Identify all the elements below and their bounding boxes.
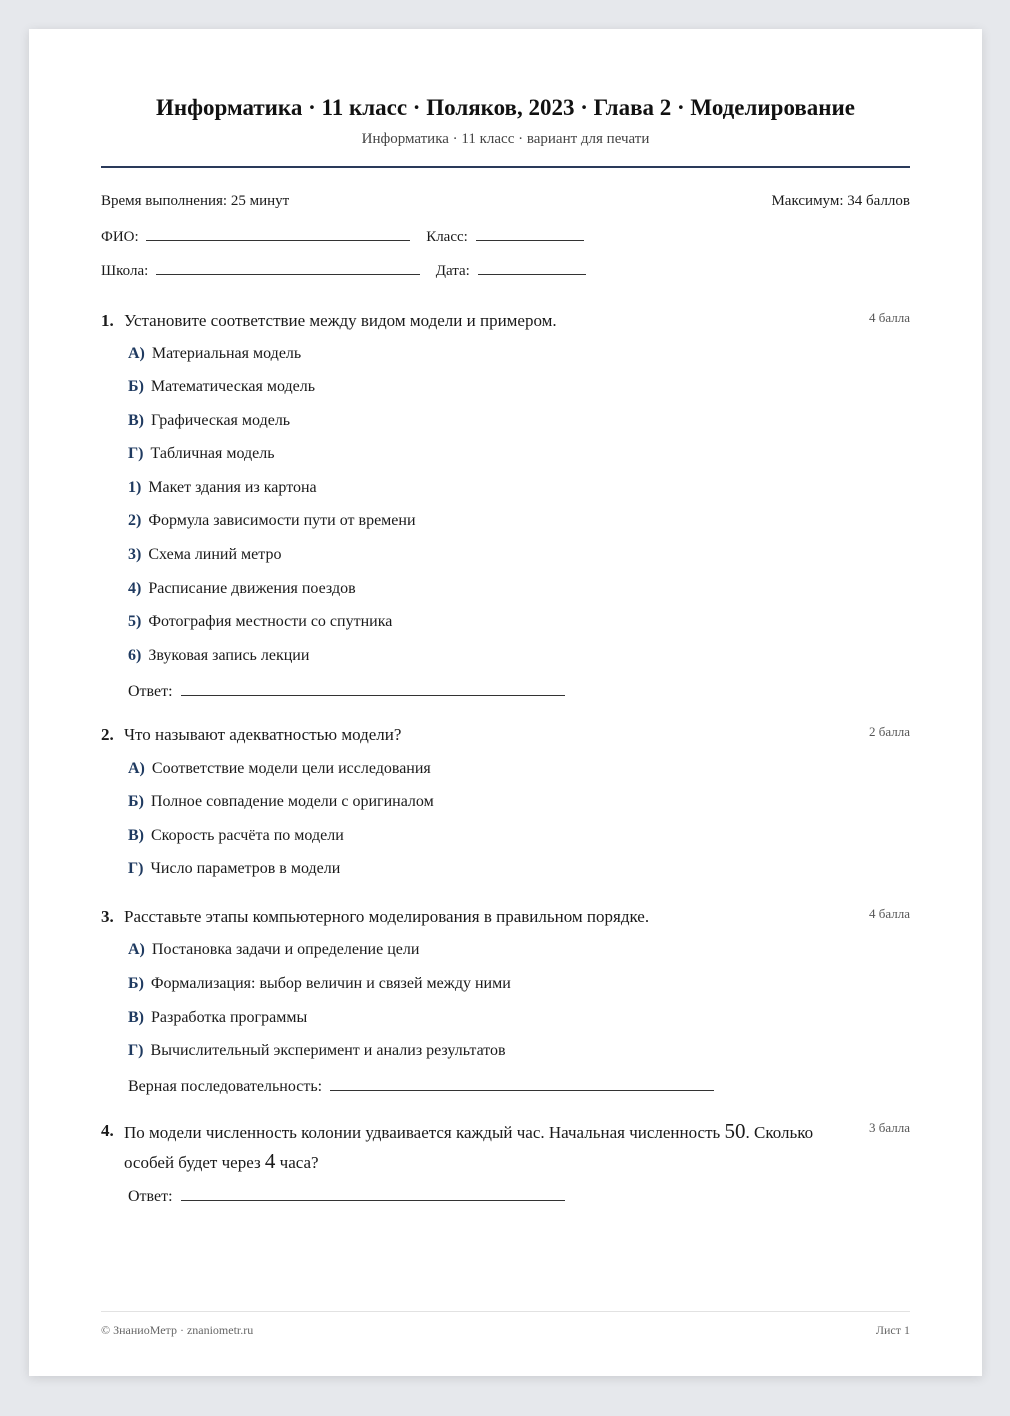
option-a [128,760,431,778]
question-4 [101,1117,910,1205]
option-text: Разработка программы [151,1009,308,1026]
question-number: 1. [101,311,114,330]
option-a [128,941,419,959]
answer-label: Верная последовательность: [128,1078,323,1095]
question-text: Расставьте этапы компьютерного моделирования в правильном порядке. [124,907,650,926]
option-3 [128,546,281,564]
option-g [128,860,340,878]
option-text: Табличная модель [150,445,275,462]
question-points: 4 балла [869,310,910,325]
option-text: Схема линий метро [148,546,282,563]
option-text: Математическая модель [150,378,315,395]
footer-sheet-number: Лист 1 [875,1323,910,1337]
option-letter: В) [128,827,144,844]
page-subtitle: Информатика · 11 класс · вариант для печати [361,131,650,147]
question-header [101,903,910,931]
option-text: Формализация: выбор величин и связей между ними [150,975,511,992]
question-header [101,721,910,749]
option-letter: Г) [128,1042,144,1059]
option-letter: А) [128,941,145,958]
option-text: Вычислительный эксперимент и анализ результатов [150,1042,506,1059]
answer-row [128,1186,565,1206]
option-letter: 2) [128,512,142,529]
option-6 [128,647,309,665]
option-5 [128,613,392,631]
option-g [128,445,275,463]
question-3 [101,903,910,1095]
worksheet-page [29,29,982,1376]
option-2 [128,512,416,530]
option-text: Макет здания из картона [148,479,317,496]
option-text: Графическая модель [151,412,291,429]
option-b [128,378,315,396]
option-letter: 6) [128,647,142,664]
date-field[interactable] [478,260,586,275]
option-letter: В) [128,412,144,429]
meta-time-row [101,193,910,210]
question-2 [101,721,910,877]
option-letter: Г) [128,860,144,877]
option-v [128,827,344,845]
question-header [101,307,910,335]
option-letter: 1) [128,479,142,496]
option-b [128,975,511,993]
option-4 [128,580,356,598]
option-text: Формула зависимости пути от времени [148,512,416,529]
option-text: Полное совпадение модели с оригиналом [150,793,434,810]
option-g [128,1042,506,1060]
question-number: 4. [101,1121,114,1140]
time-limit: Время выполнения: 25 минут [101,193,290,209]
school-field[interactable] [156,260,420,275]
answer-label: Ответ: [128,1188,173,1205]
answer-field[interactable] [181,681,565,696]
meta-fio-row [101,226,910,246]
answer-label: Ответ: [128,683,173,700]
question-header [101,1117,910,1177]
option-text: Постановка задачи и определение цели [151,941,420,958]
question-points: 4 балла [869,906,910,921]
question-points: 2 балла [869,724,910,739]
max-score: Максимум: 34 баллов [771,193,910,209]
fio-label: ФИО: [101,229,139,245]
option-v [128,412,290,430]
school-label: Школа: [101,263,149,279]
option-letter: Б) [128,975,144,992]
page-title: Информатика · 11 класс · Поляков, 2023 · Глава 2 · Моделирование [155,95,856,120]
question-points: 3 балла [869,1120,910,1135]
hours-count: 4 [264,1149,276,1173]
option-text: Материальная модель [151,345,302,362]
option-letter: 4) [128,580,142,597]
option-letter: Б) [128,378,144,395]
option-a [128,345,301,363]
option-letter: В) [128,1009,144,1026]
question-text-part: . Сколько особей будет через [124,1123,814,1172]
question-number: 3. [101,907,114,926]
option-b [128,793,434,811]
option-v [128,1009,307,1027]
question-number: 2. [101,725,114,744]
sequence-answer-row [128,1076,714,1096]
header-divider [101,166,910,168]
fio-field[interactable] [146,226,410,241]
option-text: Соответствие модели цели исследования [151,760,431,777]
option-letter: Б) [128,793,144,810]
option-text: Звуковая запись лекции [148,647,310,664]
answer-field[interactable] [330,1076,714,1091]
question-text-part: По модели численность колонии удваивается каждый час. Начальная численность [124,1123,725,1142]
option-text: Скорость расчёта по модели [151,827,344,844]
question-1 [101,307,910,700]
option-letter: 5) [128,613,142,630]
initial-count: 50 [724,1119,746,1143]
option-text: Число параметров в модели [150,860,341,877]
answer-field[interactable] [181,1186,565,1201]
option-text: Фотография местности со спутника [148,613,393,630]
class-label: Класс: [426,229,468,245]
question-text-part: часа? [275,1153,319,1172]
option-1 [128,479,317,497]
option-letter: А) [128,760,145,777]
footer-divider [101,1311,910,1312]
option-letter: Г) [128,445,144,462]
class-field[interactable] [476,226,584,241]
question-text: Установите соответствие между видом модели и примером. [124,311,557,330]
option-letter: 3) [128,546,142,563]
question-text [124,1117,854,1177]
option-letter: А) [128,345,145,362]
answer-row [128,681,565,701]
date-label: Дата: [435,263,470,279]
option-text: Расписание движения поездов [148,580,356,597]
meta-school-row [101,260,910,280]
question-text: Что называют адекватностью модели? [124,725,402,744]
footer-copyright: © ЗнаниоМетр · znaniometr.ru [101,1323,254,1337]
